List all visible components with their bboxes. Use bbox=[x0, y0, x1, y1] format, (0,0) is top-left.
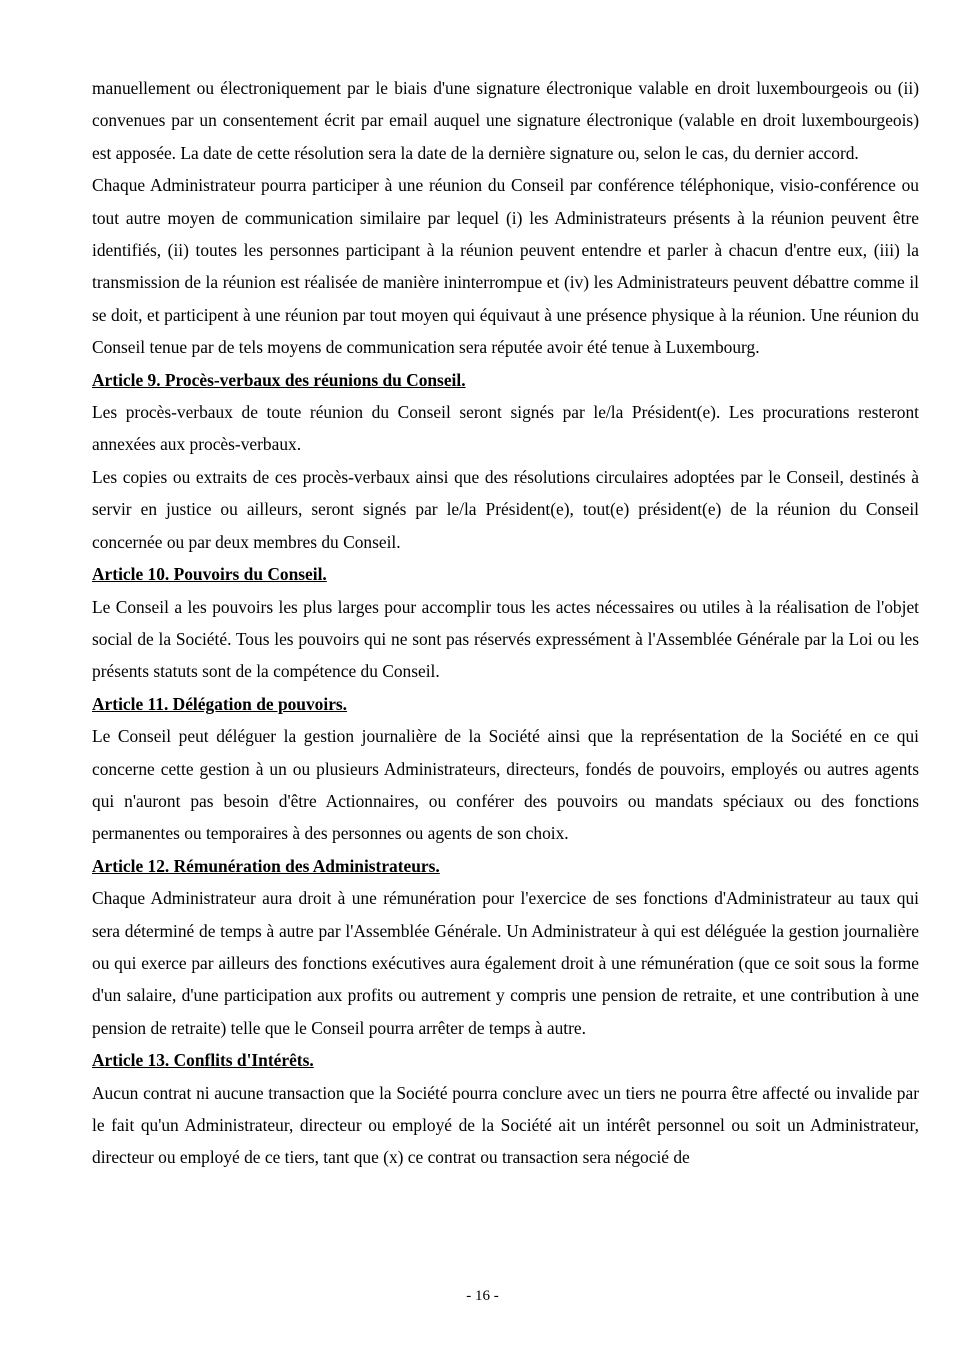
article-9-heading: Article 9. Procès-verbaux des réunions du Conseil. bbox=[92, 369, 466, 390]
article-13-heading: Article 13. Conflits d'Intérêts. bbox=[92, 1050, 314, 1071]
article-9-paragraph-1: Les procès-verbaux de toute réunion du Conseil seront signés par le/la Président(e). Les procurations resteront annexées aux procès-verbaux. bbox=[92, 402, 919, 455]
article-10-heading: Article 10. Pouvoirs du Conseil. bbox=[92, 564, 327, 585]
document-page bbox=[92, 72, 919, 1174]
article-13-paragraph: Aucun contrat ni aucune transaction que la Société pourra conclure avec un tiers ne pourra être affecté ou invalide par le fait qu'un Administrateur, directeur ou employé de la Société ait un intérêt personnel ou soit un Administrateur, directeur ou employé de ce tiers, tant que (x) ce contrat ou transaction sera négocié de bbox=[92, 1082, 919, 1168]
article-12-heading: Article 12. Rémunération des Administrateurs. bbox=[92, 855, 440, 876]
article-11-heading: Article 11. Délégation de pouvoirs. bbox=[92, 693, 348, 714]
paragraph-circular-resolution-end: manuellement ou électroniquement par le biais d'une signature électronique valable en droit luxembourgeois ou (ii) convenues par un consentement écrit par email auquel une signature électronique (valable en droit luxembourgeois) est apposée. La date de cette résolution sera la date de la dernière signature ou, selon le cas, du dernier accord. bbox=[92, 78, 919, 163]
article-10-paragraph: Le Conseil a les pouvoirs les plus larges pour accomplir tous les actes nécessaires ou utiles à la réalisation de l'objet social de la Société. Tous les pouvoirs qui ne sont pas réservés expressément à l'Assemblée Générale par la Loi ou les présents statuts sont de la compétence du Conseil. bbox=[92, 596, 919, 682]
paragraph-remote-participation: Chaque Administrateur pourra participer à une réunion du Conseil par conférence téléphonique, visio-conférence ou tout autre moyen de communication similaire par lequel (i) les Administrateurs présents à la réunion peuvent être identifiés, (ii) toutes les personnes participant à la réunion peuvent entendre et parler à chacun d'entre eux, (iii) la transmission de la réunion est réalisée de manière ininterrompue et (iv) les Administrateurs peuvent débattre comme il se doit, et participent à une réunion par tout moyen qui équivaut à une présence physique à la réunion. Une réunion du Conseil tenue par de tels moyens de communication sera réputée avoir été tenue à Luxembourg. bbox=[92, 175, 919, 358]
article-11-paragraph: Le Conseil peut déléguer la gestion journalière de la Société ainsi que la représentation de la Société en ce qui concerne cette gestion à un ou plusieurs Administrateurs, directeurs, fondés de pouvoirs, employés ou autres agents qui n'auront pas besoin d'être Actionnaires, ou conférer des pouvoirs ou mandats spéciaux ou des fonctions permanentes ou temporaires à des personnes ou agents de son choix. bbox=[92, 726, 919, 844]
page-number: - 16 - bbox=[466, 1288, 499, 1304]
article-12-paragraph: Chaque Administrateur aura droit à une rémunération pour l'exercice de ses fonctions d'Administrateur au taux qui sera déterminé de temps à autre par l'Assemblée Générale. Un Administrateur à qui est déléguée la gestion journalière ou qui exerce par ailleurs des fonctions exécutives aura également droit à une rémunération (que ce soit sous la forme d'un salaire, d'une participation aux profits ou autrement y compris une pension de retraite, et une contribution à une pension de retraite) telle que le Conseil pourra arrêter de temps à autre. bbox=[92, 888, 919, 1038]
article-9-paragraph-2: Les copies ou extraits de ces procès-verbaux ainsi que des résolutions circulaires adoptées par le Conseil, destinés à servir en justice ou ailleurs, seront signés par le/la Président(e), tout(e) président(e) de la réunion du Conseil concernée ou par deux membres du Conseil. bbox=[92, 466, 919, 552]
